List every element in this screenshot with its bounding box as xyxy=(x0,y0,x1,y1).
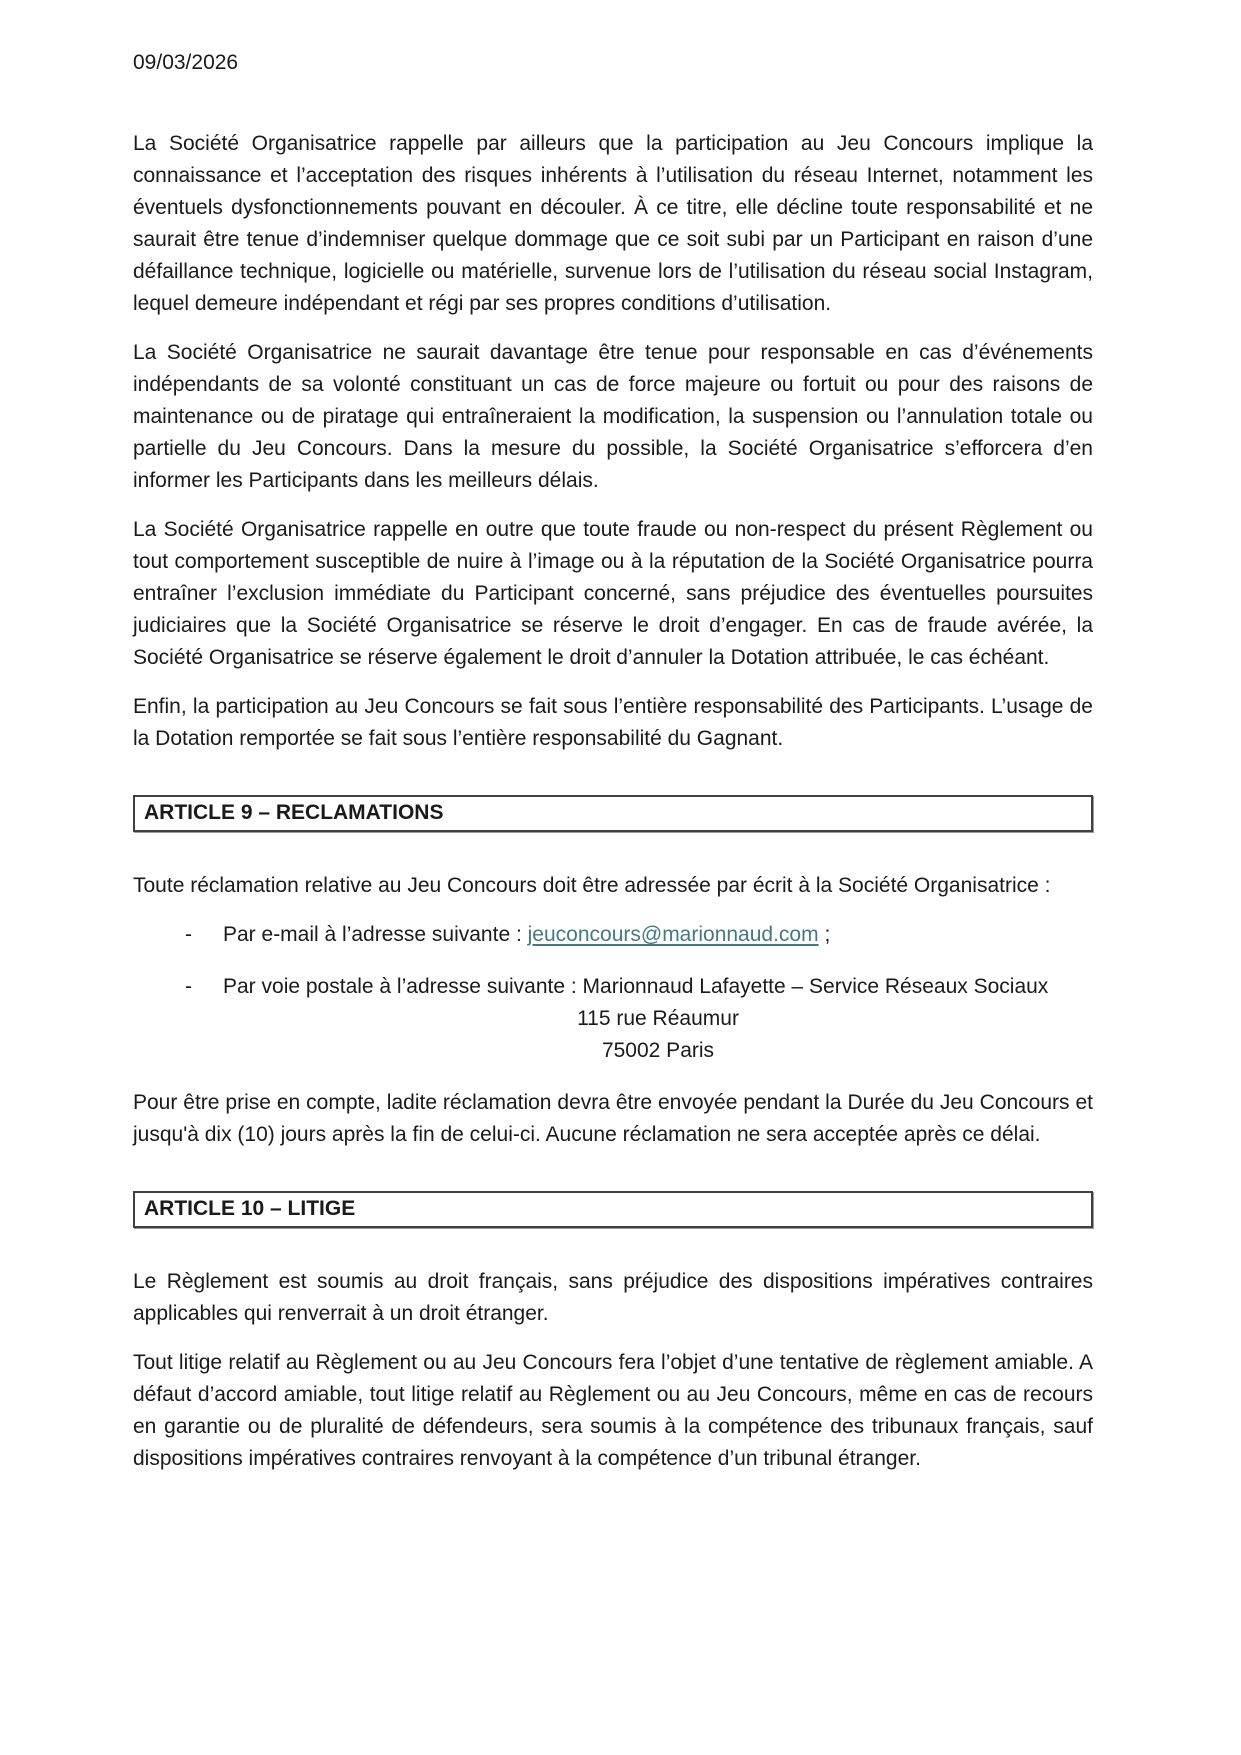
postal-item-text: Par voie postale à l’adresse suivante : Marionnaud Lafayette – Service Réseaux Sociaux xyxy=(223,975,1049,998)
dash-bullet: - xyxy=(185,923,192,946)
article-9-title: ARTICLE 9 – RECLAMATIONS xyxy=(144,801,444,824)
list-item-email xyxy=(133,919,1093,951)
article-10-heading xyxy=(133,1191,1093,1228)
paragraph-droit-francais: Le Règlement est soumis au droit français, sans préjudice des dispositions impératives contraires applicables qui renverrait à un droit étranger. xyxy=(133,1270,1093,1325)
paragraph-fraude: La Société Organisatrice rappelle en outre que toute fraude ou non-respect du présent Règlement ou tout comportement susceptible de nuire à l’image ou à la réputation de la Société Organisatrice pourra entraîner l’exclusion immédiate du Participant concerné, sans préjudice des éventuelles poursuites judiciaires que la Société Organisatrice se réserve le droit d’engager. En cas de fraude avérée, la Société Organisatrice se réserve également le droit d’annuler la Dotation attribuée, le cas échéant. xyxy=(133,518,1093,669)
postal-address xyxy=(223,1003,1093,1067)
address-street: 115 rue Réaumur xyxy=(577,1007,739,1030)
paragraph-delai-reclamation: Pour être prise en compte, ladite réclamation devra être envoyée pendant la Durée du Jeu Concours et jusqu'à dix (10) jours après la fin de celui-ci. Aucune réclamation ne sera acceptée après ce délai. xyxy=(133,1091,1093,1146)
paragraph-internet-risks: La Société Organisatrice rappelle par ailleurs que la participation au Jeu Concours implique la connaissance et l’acceptation des risques inhérents à l’utilisation du réseau Internet, notamment les éventuels dysfonctionnements pouvant en découler. À ce titre, elle décline toute responsabilité et ne saurait être tenue d’indemniser quelque dommage que ce soit subi par un Participant en raison d’une défaillance technique, logicielle ou matérielle, survenue lors de l’utilisation du réseau social Instagram, lequel demeure indépendant et régi par ses propres conditions d’utilisation. xyxy=(133,132,1093,315)
list-item-postal xyxy=(133,971,1093,1003)
article-9-heading xyxy=(133,795,1093,832)
paragraph-force-majeure: La Société Organisatrice ne saurait davantage être tenue pour responsable en cas d’événements indépendants de sa volonté constituant un cas de force majeure ou fortuit ou pour des raisons de maintenance ou de piratage qui entraîneraient la modification, la suspension ou l’annulation totale ou partielle du Jeu Concours. Dans la mesure du possible, la Société Organisatrice s’efforcera d’en informer les Participants dans les meilleurs délais. xyxy=(133,341,1093,492)
paragraph-reclamation-intro: Toute réclamation relative au Jeu Concours doit être adressée par écrit à la Société Organisatrice : xyxy=(133,874,1051,897)
address-city: 75002 Paris xyxy=(601,1039,715,1062)
dash-bullet: - xyxy=(185,975,192,998)
email-item-prefix: Par e-mail à l’adresse suivante : xyxy=(223,923,528,946)
document-date: 09/03/2026 xyxy=(133,51,239,74)
paragraph-litige: Tout litige relatif au Règlement ou au Jeu Concours fera l’objet d’une tentative de règlement amiable. A défaut d’accord amiable, tout litige relatif au Règlement ou au Jeu Concours, même en cas de recours en garantie ou de pluralité de défendeurs, sera soumis à la compétence des tribunaux français, sauf dispositions impératives contraires renvoyant à la compétence d’un tribunal étranger. xyxy=(133,1351,1093,1470)
email-item-suffix: ; xyxy=(818,923,831,946)
paragraph-responsabilite: Enfin, la participation au Jeu Concours se fait sous l’entière responsabilité des Participants. L’usage de la Dotation remportée se fait sous l’entière responsabilité du Gagnant. xyxy=(133,695,1093,750)
email-item-text xyxy=(223,919,1093,951)
article-10-title: ARTICLE 10 – LITIGE xyxy=(144,1197,356,1220)
email-link[interactable]: jeuconcours@marionnaud.com xyxy=(527,923,819,946)
